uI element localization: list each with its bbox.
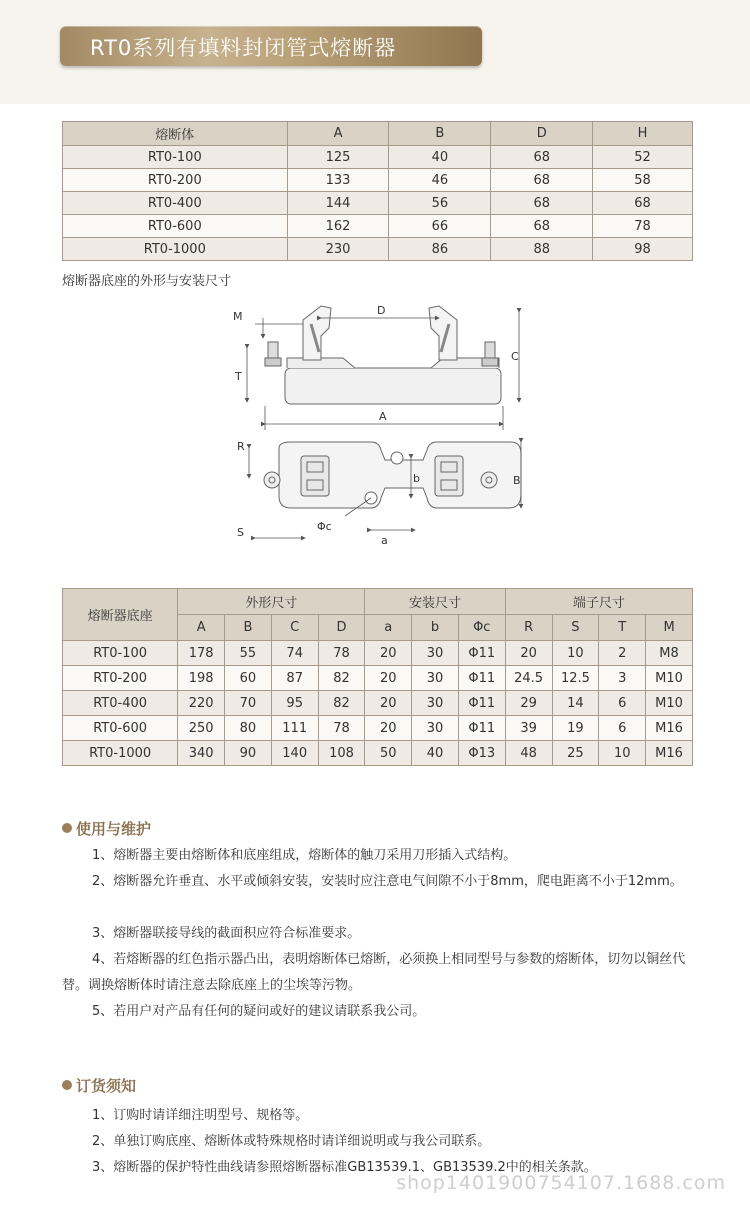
- table-row: [63, 641, 693, 666]
- ordering-item: 2、单独订购底座、熔断体或特殊规格时请详细说明或与我公司联系。: [92, 1134, 491, 1149]
- ordering-section-title: 订货须知: [62, 1075, 136, 1096]
- table-cell: 250: [178, 716, 225, 741]
- column-header: a: [365, 615, 412, 641]
- table-cell: 70: [225, 691, 272, 716]
- table-cell: 2: [599, 641, 646, 666]
- dim-label-r: R: [237, 440, 245, 453]
- table-row: [63, 238, 693, 261]
- dim-label-phi: Φc: [317, 520, 332, 533]
- drawing-caption: 熔断器底座的外形与安装尺寸: [62, 274, 232, 289]
- usage-item: 1、熔断器主要由熔断体和底座组成，熔断体的触刀采用刀形插入式结构。: [92, 848, 517, 863]
- column-header: b: [412, 615, 459, 641]
- table-cell: 78: [593, 215, 693, 238]
- blade-clip-right: [429, 306, 457, 360]
- table-cell: 50: [365, 741, 412, 766]
- bullet-dot-icon: [62, 823, 72, 833]
- table-cell: RT0-100: [63, 641, 178, 666]
- group-header: 端子尺寸: [505, 589, 692, 615]
- table-cell: 68: [491, 169, 593, 192]
- column-header: B: [389, 122, 491, 146]
- table-cell: 95: [271, 691, 318, 716]
- table-cell: 68: [491, 146, 593, 169]
- table-cell: 30: [412, 691, 459, 716]
- table-cell: 340: [178, 741, 225, 766]
- table-row: [63, 192, 693, 215]
- table-cell: 111: [271, 716, 318, 741]
- table-cell: 25: [552, 741, 599, 766]
- table-cell: 68: [491, 192, 593, 215]
- table-cell: 82: [318, 691, 365, 716]
- dim-label-a-upper: A: [379, 410, 387, 423]
- table-cell: M16: [646, 716, 693, 741]
- table-cell: 12.5: [552, 666, 599, 691]
- table-cell: 10: [599, 741, 646, 766]
- dim-label-c: C: [511, 350, 519, 363]
- table-cell: 58: [593, 169, 693, 192]
- table-cell: RT0-100: [63, 146, 288, 169]
- ordering-item: 1、订购时请详细注明型号、规格等。: [92, 1108, 309, 1123]
- table-cell: 6: [599, 716, 646, 741]
- table-header-row: [63, 589, 693, 615]
- table-cell: 230: [287, 238, 389, 261]
- table-cell: 29: [505, 691, 552, 716]
- table-row: [63, 215, 693, 238]
- usage-item: 5、若用户对产品有任何的疑问或好的建议请联系我公司。: [92, 1004, 426, 1019]
- table-cell: 78: [318, 641, 365, 666]
- table-cell: RT0-1000: [63, 238, 288, 261]
- table-cell: 108: [318, 741, 365, 766]
- table-cell: 68: [491, 215, 593, 238]
- bullet-dot-icon: [62, 1080, 72, 1090]
- column-header: H: [593, 122, 693, 146]
- table-cell: 48: [505, 741, 552, 766]
- table-cell: RT0-400: [63, 192, 288, 215]
- table-row: [63, 691, 693, 716]
- table-cell: 40: [389, 146, 491, 169]
- table-cell: 39: [505, 716, 552, 741]
- usage-section-title: 使用与维护: [62, 818, 151, 839]
- table-cell: 162: [287, 215, 389, 238]
- table-cell: 6: [599, 691, 646, 716]
- row-header: 熔断器底座: [63, 589, 178, 641]
- group-header: 外形尺寸: [178, 589, 365, 615]
- watermark: shop1401900754107.1688.com: [396, 1172, 726, 1194]
- table-cell: Φ11: [458, 691, 505, 716]
- usage-item: 2、熔断器允许垂直、水平或倾斜安装，安装时应注意电气间隙不小于8mm，爬电距离不小于12mm。: [92, 874, 683, 889]
- table-cell: M10: [646, 691, 693, 716]
- table-cell: 20: [365, 641, 412, 666]
- title-banner: [60, 26, 482, 66]
- table-cell: 55: [225, 641, 272, 666]
- usage-item: 4、若熔断器的红色指示器凸出，表明熔断体已熔断，必须换上相同型号与参数的熔断体，切勿以铜丝代替。调换熔断体时请注意去除底座上的尘埃等污物。: [62, 952, 686, 993]
- table-cell: 46: [389, 169, 491, 192]
- table-cell: 133: [287, 169, 389, 192]
- table-cell: RT0-600: [63, 215, 288, 238]
- table-header-row: [63, 122, 693, 146]
- column-header: A: [287, 122, 389, 146]
- dim-label-b-big: B: [513, 474, 521, 487]
- table-cell: 20: [365, 666, 412, 691]
- table-row: [63, 146, 693, 169]
- table-cell: 14: [552, 691, 599, 716]
- base-dimension-table: [62, 588, 693, 766]
- table-cell: 30: [412, 641, 459, 666]
- dim-label-b-small: b: [413, 472, 420, 485]
- column-header: Φc: [458, 615, 505, 641]
- table-cell: 30: [412, 716, 459, 741]
- page-title: RT0系列有填料封闭管式熔断器: [90, 36, 397, 60]
- table-cell: 140: [271, 741, 318, 766]
- table-cell: RT0-600: [63, 716, 178, 741]
- column-header: S: [552, 615, 599, 641]
- table-row: [63, 169, 693, 192]
- dim-label-m: M: [233, 310, 243, 323]
- fuse-base-drawing: [225, 298, 535, 546]
- table-cell: 56: [389, 192, 491, 215]
- table-cell: Φ11: [458, 666, 505, 691]
- table-cell: M10: [646, 666, 693, 691]
- table-cell: 20: [365, 716, 412, 741]
- table-cell: 52: [593, 146, 693, 169]
- table-cell: 144: [287, 192, 389, 215]
- dim-label-a-small: a: [381, 534, 388, 546]
- table-cell: M8: [646, 641, 693, 666]
- usage-item: 3、熔断器联接导线的截面积应符合标准要求。: [92, 926, 361, 941]
- mount-hole-top: [391, 452, 403, 464]
- column-header: A: [178, 615, 225, 641]
- table-cell: 20: [365, 691, 412, 716]
- table-cell: 98: [593, 238, 693, 261]
- fuse-dimension-table: [62, 121, 693, 261]
- table-cell: 82: [318, 666, 365, 691]
- table-row: [63, 666, 693, 691]
- table-cell: 87: [271, 666, 318, 691]
- group-header: 安装尺寸: [365, 589, 505, 615]
- table-cell: Φ11: [458, 641, 505, 666]
- table-cell: RT0-200: [63, 169, 288, 192]
- dim-label-s: S: [237, 526, 244, 539]
- dim-label-t: T: [235, 370, 242, 383]
- table-cell: 40: [412, 741, 459, 766]
- blade-clip-left: [303, 306, 331, 360]
- table-cell: 78: [318, 716, 365, 741]
- table-cell: 90: [225, 741, 272, 766]
- table-cell: 3: [599, 666, 646, 691]
- column-header: C: [271, 615, 318, 641]
- column-header: M: [646, 615, 693, 641]
- table-cell: RT0-400: [63, 691, 178, 716]
- table-cell: 74: [271, 641, 318, 666]
- column-header: R: [505, 615, 552, 641]
- table-cell: RT0-1000: [63, 741, 178, 766]
- column-header: D: [318, 615, 365, 641]
- ordering-item: 3、熔断器的保护特性曲线请参照熔断器标准GB13539.1、GB13539.2中的相关条款。: [92, 1160, 597, 1175]
- table-cell: 198: [178, 666, 225, 691]
- table-cell: 68: [593, 192, 693, 215]
- column-header: D: [491, 122, 593, 146]
- table-cell: 19: [552, 716, 599, 741]
- table-cell: Φ13: [458, 741, 505, 766]
- column-header: 熔断体: [63, 122, 288, 146]
- column-header: B: [225, 615, 272, 641]
- base-body-side: [285, 368, 501, 404]
- table-cell: Φ11: [458, 716, 505, 741]
- table-cell: 20: [505, 641, 552, 666]
- table-cell: M16: [646, 741, 693, 766]
- table-cell: 220: [178, 691, 225, 716]
- table-cell: 66: [389, 215, 491, 238]
- table-cell: 88: [491, 238, 593, 261]
- dim-label-d: D: [377, 304, 386, 317]
- column-header: T: [599, 615, 646, 641]
- table-cell: 30: [412, 666, 459, 691]
- table-cell: 125: [287, 146, 389, 169]
- table-cell: 80: [225, 716, 272, 741]
- table-cell: 60: [225, 666, 272, 691]
- table-cell: 178: [178, 641, 225, 666]
- table-row: [63, 716, 693, 741]
- table-cell: 10: [552, 641, 599, 666]
- table-cell: 24.5: [505, 666, 552, 691]
- table-row: [63, 741, 693, 766]
- table-cell: 86: [389, 238, 491, 261]
- table-cell: RT0-200: [63, 666, 178, 691]
